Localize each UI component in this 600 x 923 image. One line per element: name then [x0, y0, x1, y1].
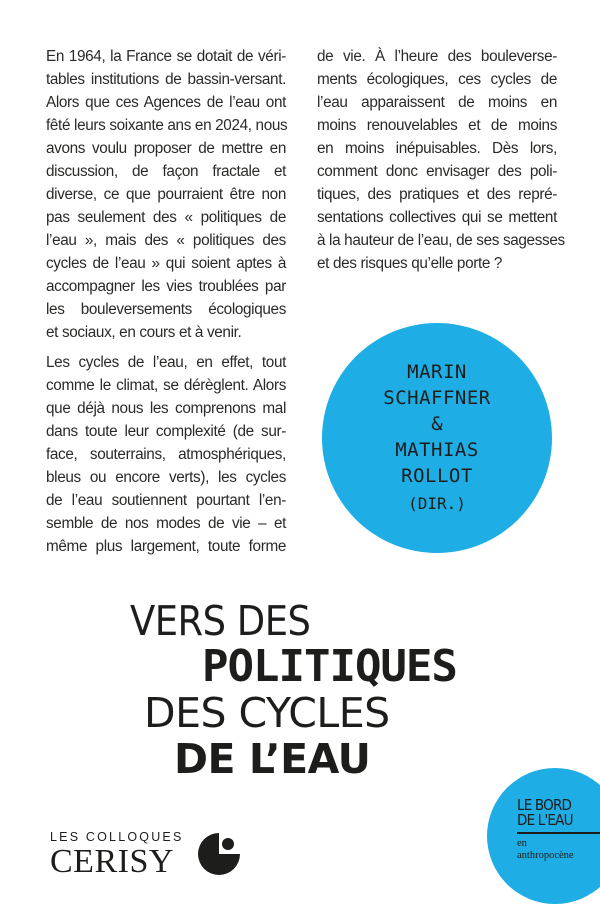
- series-line-2: anthropocène: [517, 850, 574, 861]
- text-line: bleus ou encore verts), les cycles: [46, 469, 286, 486]
- text-line: à la hauteur de l’eau, de ses sagesses: [317, 232, 565, 249]
- blurb-left-column: [46, 45, 286, 558]
- text-line: que déjà nous les comprenons mal: [46, 400, 286, 417]
- text-line: de vie. À l’heure des bouleverse-: [317, 48, 557, 65]
- title-line-2: POLITIQUES: [202, 641, 457, 692]
- book-title: [130, 598, 457, 782]
- collection-name: CERISY: [50, 843, 174, 880]
- text-line: de l’eau soutiennent pourtant l’en-: [46, 492, 286, 509]
- text-line: les bouleversements écologiques: [46, 301, 286, 318]
- text-line: semble de nos modes de vie – et: [46, 515, 286, 532]
- text-line: comment donc envisager des poli-: [317, 163, 557, 180]
- blurb-right-column: [317, 45, 565, 275]
- author-2-last-name: ROLLOT: [401, 465, 473, 487]
- publisher-name-line-1: LE BORD: [517, 796, 572, 814]
- author-1-last-name: SCHAFFNER: [383, 387, 491, 409]
- cerisy-pie-icon: [198, 833, 240, 875]
- text-line: dans toute leur complexité (de sur-: [46, 423, 286, 440]
- text-line: pas seulement des « politiques de: [46, 209, 286, 226]
- blurb-paragraph-3: [317, 45, 565, 275]
- text-line: en moins inépuisables. Dès lors,: [317, 140, 557, 157]
- text-line: avons voulu proposer de mettre en: [46, 140, 286, 157]
- collection-label: LES COLLOQUES: [50, 830, 184, 844]
- text-line: diverse, ce que pourraient être non: [46, 186, 286, 203]
- text-line: même plus largement, toute forme: [46, 538, 286, 555]
- text-line: discussion, de façon fractale et: [46, 163, 286, 180]
- text-line: moins renouvelables et de moins: [317, 117, 557, 134]
- editor-role: (DIR.): [408, 494, 466, 513]
- title-line-3: DES CYCLES: [144, 689, 390, 737]
- ampersand: &: [431, 413, 443, 435]
- title-line-4: DE L’EAU: [174, 735, 371, 783]
- text-line: l’eau apparaissent de moins en: [317, 94, 557, 111]
- text-line: cycles de l’eau » qui soient aptes à: [46, 255, 286, 272]
- blurb-paragraph-2: [46, 351, 286, 558]
- title-line-1: VERS DES: [130, 597, 311, 645]
- text-line: comme le climat, se dérèglent. Alors: [46, 377, 286, 394]
- divider: [517, 832, 600, 834]
- text-line: face, souterrains, atmosphériques,: [46, 446, 286, 463]
- text-line: En 1964, la France se dotait de véri-: [46, 48, 286, 65]
- text-line: sentations collectives qui se mettent: [317, 209, 557, 226]
- text-line: accompagner les vies troublées par: [46, 278, 286, 295]
- author-1-first-name: MARIN: [407, 361, 467, 383]
- publisher-badge: [487, 768, 600, 904]
- blurb-paragraph-1: [46, 45, 286, 344]
- text-line: et sociaux, en cours et à venir.: [46, 324, 242, 341]
- text-line: ments écologiques, ces cycles de: [317, 71, 557, 88]
- text-line: et des risques qu’elle porte ?: [317, 255, 503, 272]
- author-2-first-name: MATHIAS: [395, 439, 479, 461]
- collection-logo: [50, 830, 240, 878]
- authors-badge: [322, 323, 552, 553]
- text-line: tiques, des pratiques et des repré-: [317, 186, 557, 203]
- series-line-1: en: [517, 838, 527, 849]
- text-line: tables institutions de bassin-versant.: [46, 71, 286, 88]
- publisher-name-line-2: DE L'EAU: [517, 811, 573, 829]
- text-line: Les cycles de l’eau, en effet, tout: [46, 354, 286, 371]
- text-line: l’eau », mais des « politiques des: [46, 232, 286, 249]
- text-line: Alors que ces Agences de l’eau ont: [46, 94, 286, 111]
- text-line: fêté leurs soixante ans en 2024, nous: [46, 117, 288, 134]
